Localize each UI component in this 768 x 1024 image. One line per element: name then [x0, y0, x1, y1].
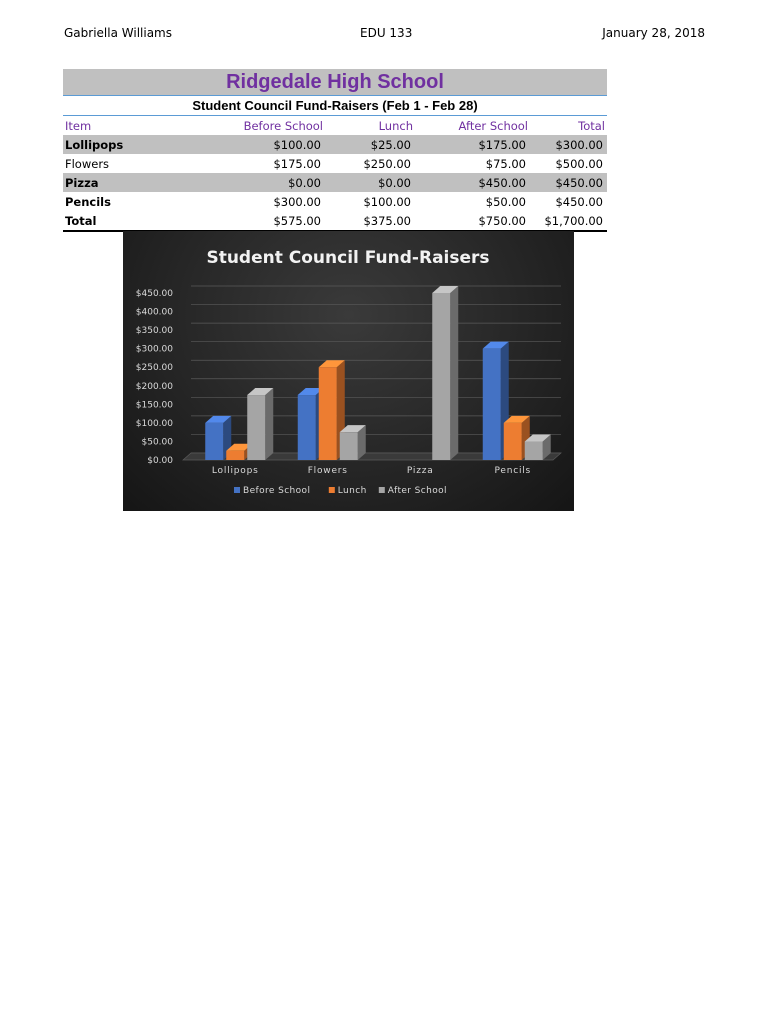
y-tick-label: $100.00 [135, 418, 173, 429]
bar-front [247, 395, 265, 460]
table-cell: $300.00 [273, 194, 321, 209]
column-header: Total [578, 118, 605, 133]
column-header: Lunch [378, 118, 413, 133]
table-cell: $450.00 [555, 194, 603, 209]
bar-front [525, 441, 543, 460]
column-header: Before School [243, 118, 323, 133]
bar-pizza-after-school [432, 286, 458, 460]
legend-swatch [379, 487, 385, 493]
table-cell: $375.00 [325, 211, 415, 231]
chart-canvas [123, 231, 574, 511]
table-row [63, 135, 607, 154]
bar-front [483, 349, 501, 460]
item-name: Lollipops [63, 135, 173, 154]
chart-title: Student Council Fund-Raisers [206, 248, 490, 268]
table-cell: $100.00 [173, 135, 325, 154]
item-name: Pencils [65, 194, 111, 209]
document-date: January 28, 2018 [602, 26, 705, 40]
course-code: EDU 133 [360, 26, 413, 40]
legend-label: Before School [243, 486, 311, 496]
table-cell: $0.00 [325, 173, 415, 192]
x-tick-label: Flowers [307, 466, 348, 476]
table-total-row [63, 211, 607, 231]
author-name: Gabriella Williams [64, 26, 172, 40]
y-tick-label: $450.00 [135, 289, 173, 299]
bar-lollipops-after-school [247, 388, 273, 460]
legend-label: After School [387, 486, 447, 496]
table-cell: $25.00 [325, 135, 415, 154]
y-tick-label: $0.00 [147, 456, 173, 466]
table-cell: $175.00 [415, 135, 530, 154]
table-cell: $175.00 [273, 156, 321, 171]
bar-front [340, 432, 358, 460]
table-cell: $50.00 [485, 194, 526, 209]
table-cell: $1,700.00 [530, 211, 607, 231]
table-row [63, 192, 607, 211]
bar-front [298, 395, 316, 460]
x-tick-label: Lollipops [211, 466, 259, 476]
legend-swatch [329, 487, 335, 493]
table-row [63, 173, 607, 192]
y-tick-label: $350.00 [135, 326, 173, 337]
bar-pencils-after-school [525, 434, 551, 460]
table-cell: $250.00 [363, 156, 411, 171]
bar-front [432, 293, 450, 460]
item-name: Pizza [63, 173, 173, 192]
table-row [63, 154, 607, 173]
column-header: Item [65, 118, 92, 133]
item-name: Total [63, 211, 173, 231]
table-cell: $500.00 [555, 156, 603, 171]
table-header-row [63, 116, 607, 135]
bar-front [504, 423, 522, 460]
y-tick-label: $400.00 [135, 307, 173, 318]
y-tick-label: $300.00 [135, 344, 173, 355]
table-cell: $575.00 [173, 211, 325, 231]
table-cell: $450.00 [530, 173, 607, 192]
x-tick-label: Pencils [494, 466, 532, 476]
y-tick-label: $250.00 [135, 363, 173, 374]
bar-side [265, 388, 273, 460]
table-cell: $0.00 [173, 173, 325, 192]
table-cell: $75.00 [485, 156, 526, 171]
page-header [64, 26, 705, 42]
legend-label: Lunch [337, 486, 367, 496]
column-header: After School [458, 118, 528, 133]
y-tick-label: $150.00 [135, 400, 173, 411]
chart-legend [234, 486, 447, 496]
sheet-subtitle: Student Council Fund-Raisers (Feb 1 - Feb 28) [63, 96, 607, 116]
table-cell: $100.00 [363, 194, 411, 209]
bar-front [319, 367, 337, 460]
table-cell: $300.00 [530, 135, 607, 154]
bar-front [205, 423, 223, 460]
school-title: Ridgedale High School [63, 69, 607, 96]
table-cell: $450.00 [415, 173, 530, 192]
legend-swatch [234, 487, 240, 493]
item-name: Flowers [65, 156, 110, 171]
fundraiser-table [63, 116, 607, 232]
y-tick-label: $200.00 [135, 381, 173, 392]
x-tick-label: Pizza [406, 466, 434, 476]
bar-front [226, 451, 244, 460]
bar-side [450, 286, 458, 460]
fundraiser-chart [123, 231, 574, 511]
fundraiser-sheet [63, 69, 607, 232]
bar-flowers-after-school [340, 425, 366, 460]
table-cell: $750.00 [415, 211, 530, 231]
y-tick-label: $50.00 [141, 437, 173, 448]
